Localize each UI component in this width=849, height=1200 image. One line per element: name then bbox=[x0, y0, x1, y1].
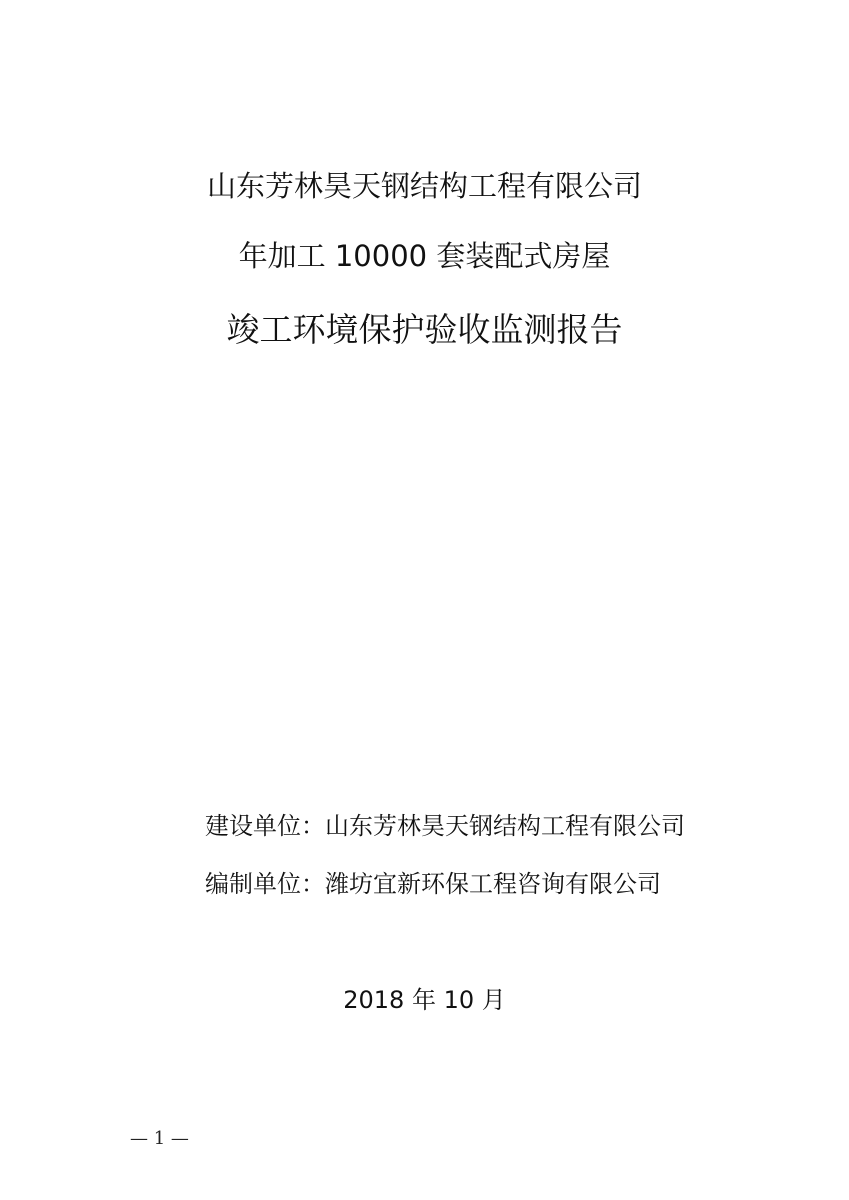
project-title: 年加工 10000 套装配式房屋 bbox=[238, 239, 611, 273]
builder-unit: 建设单位：山东芳林昊天钢结构工程有限公司 bbox=[205, 812, 685, 840]
page-number: — 1 — bbox=[130, 1128, 189, 1149]
company-title: 山东芳林昊天钢结构工程有限公司 bbox=[206, 169, 642, 203]
report-date: 2018 年 10 月 bbox=[343, 986, 506, 1014]
report-title: 竣工环境保护验收监测报告 bbox=[226, 310, 623, 349]
compiler-unit: 编制单位：潍坊宜新环保工程咨询有限公司 bbox=[205, 870, 661, 898]
